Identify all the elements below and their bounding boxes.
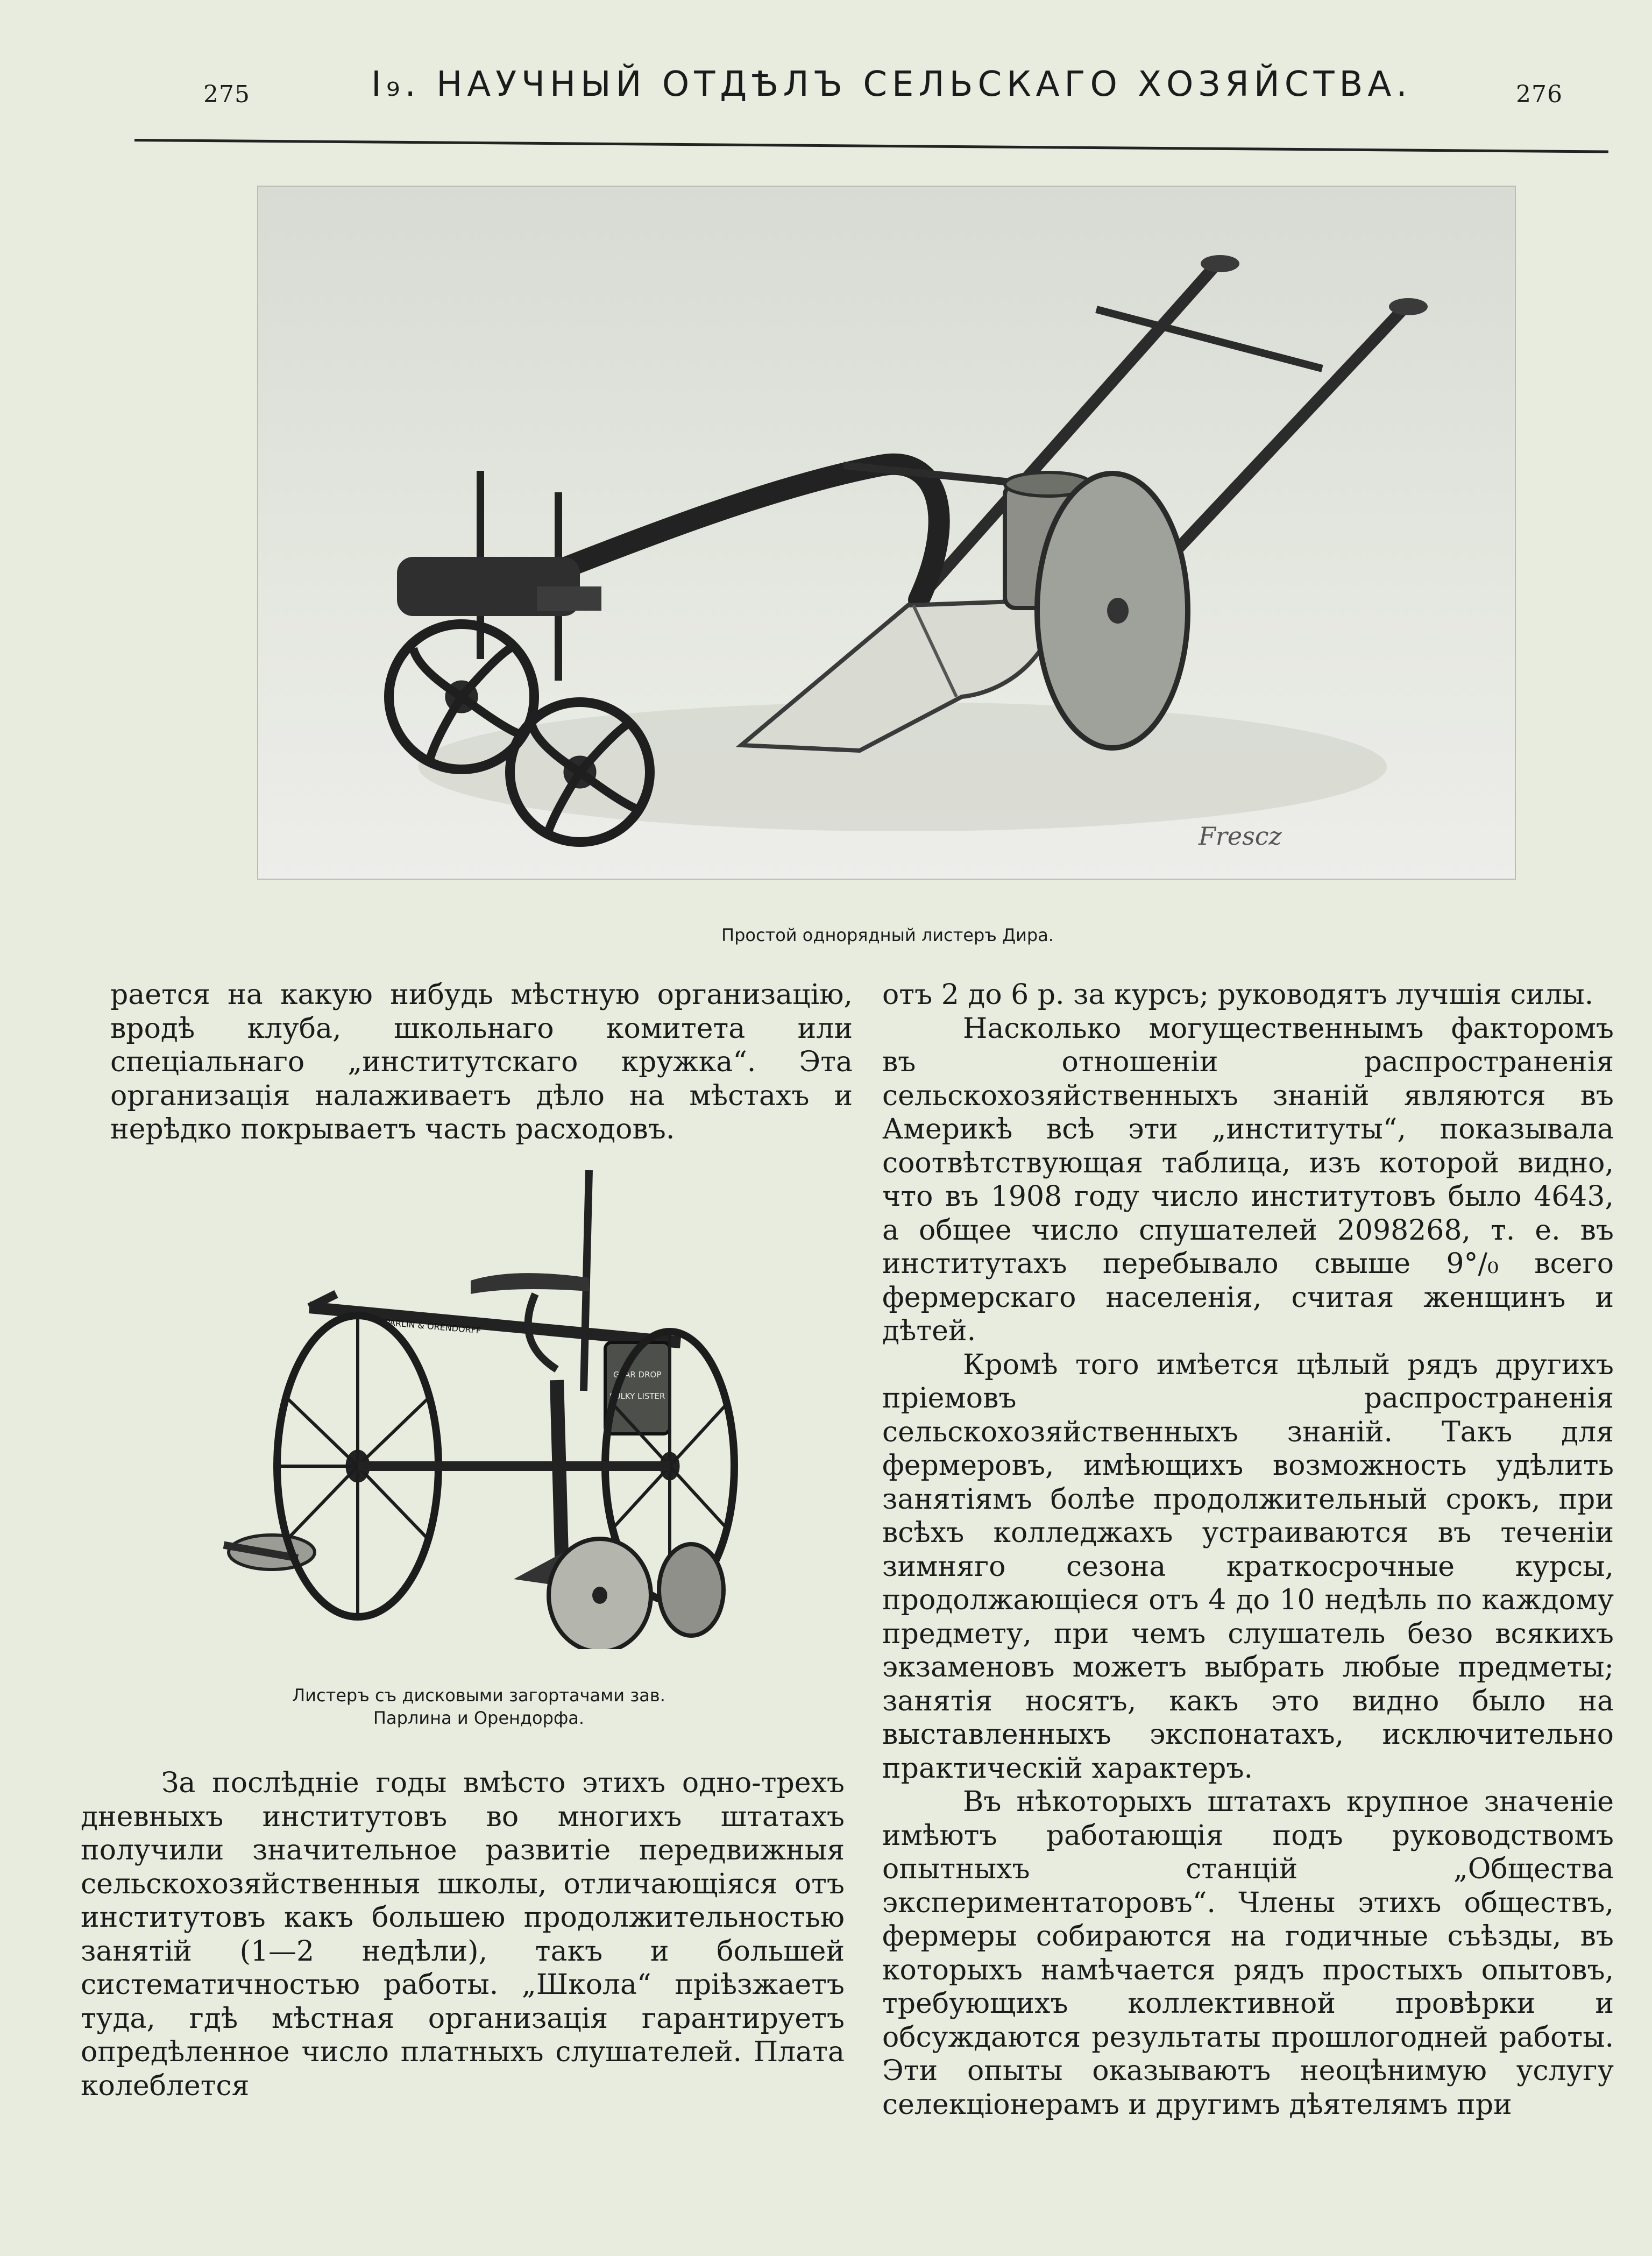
seedbox-text-2: SULKY LISTER <box>609 1391 665 1401</box>
paragraph: рается на какую нибудь мѣстную организацію, вродѣ клуба, школьнаго комитета или спеціальнаго „институтскаго кружка“. Эта организація налаживаетъ дѣло на мѣстахъ и нерѣдко покрываетъ часть расходовъ. <box>110 979 853 1145</box>
figure2-caption-line2: Парлина и Орендорфа. <box>373 1708 585 1728</box>
left-column-bottom <box>81 1766 845 2103</box>
frame-plate-text: PARLIN & ORENDORFF <box>384 1317 481 1336</box>
engraver-signature: Frescz <box>1199 822 1282 851</box>
sulky-lister-illustration <box>212 1165 761 1649</box>
left-column-top <box>110 978 853 1147</box>
figure2-caption <box>161 1684 796 1729</box>
figure1-caption: Простой однорядный листеръ Дира. <box>721 925 1054 945</box>
plow-illustration <box>257 186 1516 880</box>
running-title: I₉. НАУЧНЫЙ ОТДѢЛЪ СЕЛЬСКАГО ХОЗЯЙСТВА. <box>371 65 1412 104</box>
right-column <box>882 978 1614 2121</box>
paragraph: отъ 2 до 6 р. за курсъ; руководятъ лучшія силы. <box>882 979 1594 1011</box>
header-rule <box>134 139 1608 153</box>
page-number-right: 276 <box>1516 81 1563 108</box>
paragraph: Насколько могущественнымъ факторомъ въ отношеніи распространенія сельскохозяйственныхъ знаній являются въ Америкѣ всѣ эти „институты“, показывала соотвѣтствующая таблица, изъ которой видно, что въ 1908 году число институтовъ было 4643, а общее число спушателей 2098268, т. е. въ институтахъ перебывало свыше 9°/₀ всего фермерскаго населенія, считая женщинъ и дѣтей. <box>882 1012 1614 1347</box>
figure2-caption-line1: Листеръ съ дисковыми загортачами зав. <box>292 1685 665 1706</box>
seedbox-text-1: GEAR DROP <box>613 1370 662 1380</box>
figure-sulky-lister <box>212 1165 761 1649</box>
paragraph: За послѣдніе годы вмѣсто этихъ одно-трехъ дневныхъ институтовъ во многихъ штатахъ получили значительное развитіе передвижныя сельскохозяйственныя школы, отличающіяся отъ институтовъ какъ большею продолжительностью занятій (1—2 недѣли), такъ и большей систематичностью работы. „Школа“ пріѣзжаетъ туда, гдѣ мѣстная организація гарантируетъ опредѣленное число платныхъ слушателей. Плата колеблется <box>81 1767 845 2102</box>
page-number-left: 275 <box>203 81 250 108</box>
figure-plow-photo <box>257 186 1516 880</box>
paragraph: Кромѣ того имѣется цѣлый рядъ другихъ пріемовъ распространенія сельскохозяйственныхъ знаній. Такъ для фермеровъ, имѣющихъ возможность удѣлить занятіямъ болѣе продолжительный срокъ, при всѣхъ колледжахъ устраиваются въ теченіи зимняго сезона краткосрочные курсы, продолжающіеся отъ 4 до 10 недѣль по каждому предмету, при чемъ слушатель безо всякихъ экзаменовъ можетъ выбрать любые предметы; занятія носятъ, какъ это видно было на выставленныхъ экспонатахъ, исключительно практическій характеръ. <box>882 1348 1614 1785</box>
paragraph: Въ нѣкоторыхъ штатахъ крупное значеніе имѣютъ работающія подъ руководствомъ опытныхъ станцій „Общества экспериментаторовъ“. Члены этихъ обществъ, фермеры собираются на годичные съѣзды, въ которыхъ намѣчается рядъ простыхъ опытовъ, требующихъ коллективной провѣрки и обсуждаются результаты прошлогодней работы. Эти опыты оказываютъ неоцѣнимую услугу селекціонерамъ и другимъ дѣятелямъ при <box>882 1786 1614 2121</box>
